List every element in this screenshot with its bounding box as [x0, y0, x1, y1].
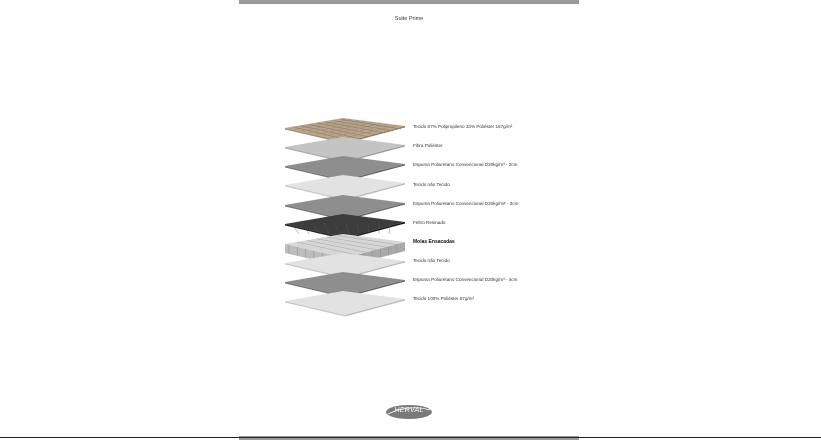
layer-label-3: Espuma Poliuretano Convencional D20kg/m³ - 2cm	[413, 162, 518, 167]
layer-label-9: Espuma Poliuretano Convencional D20kg/m³ - 4cm	[413, 277, 518, 282]
brand-logo	[384, 402, 434, 422]
layer-label-10: Tecido 100% Poliéster 67g/m²	[413, 296, 475, 301]
brand-logo-text: HERVAL	[394, 407, 424, 414]
frame-bottom-line	[0, 437, 821, 438]
document-page	[239, 0, 579, 441]
layer-label-5: Espuma Poliuretano Convencional D20kg/m# - 3cm	[413, 201, 519, 206]
page-title: Suite Prime	[394, 16, 424, 22]
mattress-layer-stack	[285, 110, 405, 325]
layer-label-8: Tecido não Tecido	[413, 258, 450, 263]
layer-label-2: Fibra Poliéster	[413, 143, 443, 148]
mattress-layer-10	[285, 291, 405, 331]
layer-label-6: Feltro Resinado	[413, 220, 446, 225]
layer-label-4: Tecido não Tecido	[413, 182, 450, 187]
layer-label-7: Molas Ensacadas	[413, 239, 455, 245]
layer-label-1: Tecido 67% Polipropileno 33% Poliéster 167g/m²	[413, 124, 513, 129]
page-top-bar	[239, 0, 579, 4]
layer-shape-10	[285, 291, 405, 331]
